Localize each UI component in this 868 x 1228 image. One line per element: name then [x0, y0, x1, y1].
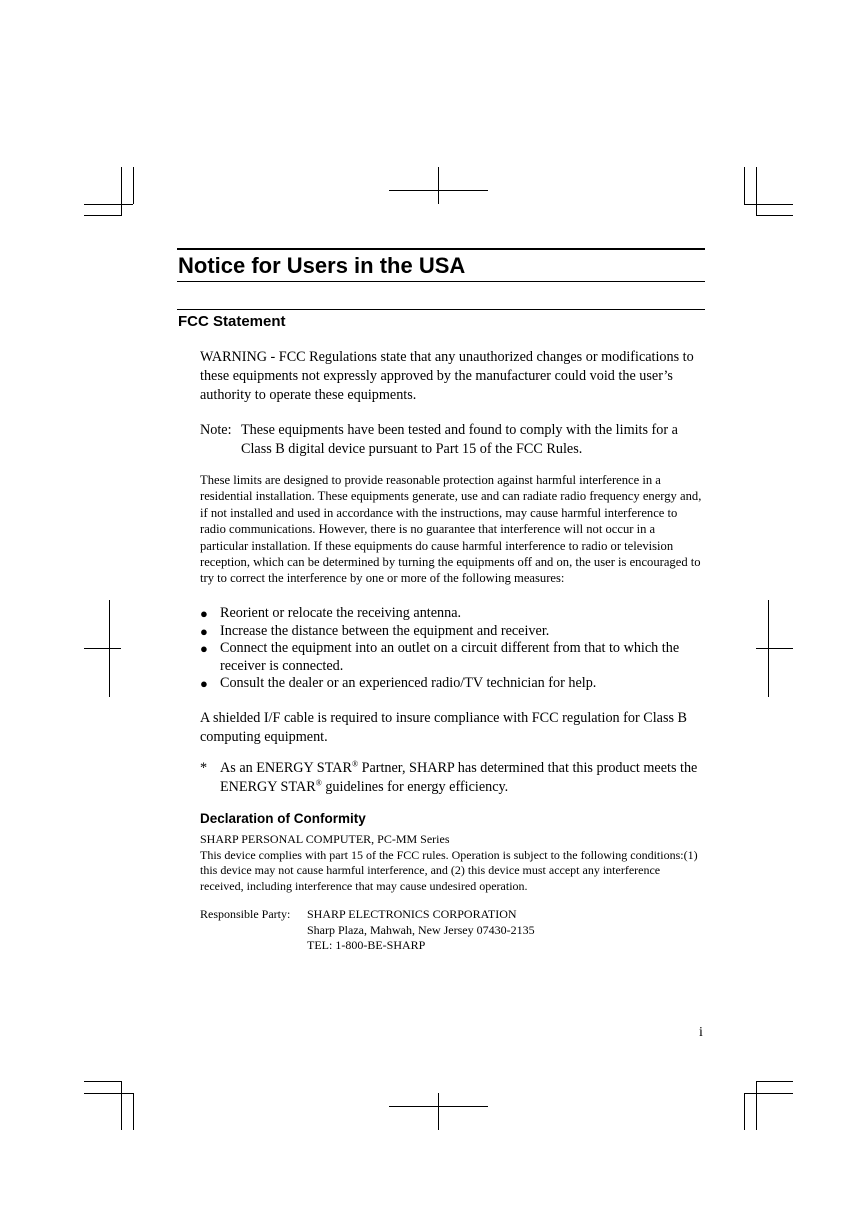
energy-star-paragraph: [200, 759, 705, 797]
warning-paragraph: WARNING - FCC Regulations state that any unauthorized changes or modifications to these equipments not expressly approved by the manufacturer could void the user’s authority to operate these equipments.: [200, 349, 694, 403]
energy-star-text-1: As an ENERGY STAR: [220, 760, 352, 776]
note-paragraph: [200, 421, 705, 459]
section-rule: [177, 309, 705, 310]
declaration-text: This device complies with part 15 of the FCC rules. Operation is subject to the following conditions:(1) this device may not cause harmful interference, and (2) this device must accept any interference received, including interference that may cause undesired operation.: [200, 847, 698, 893]
energy-star-text-2: Partner, SHARP has determined that this product meets the ENERGY STAR: [220, 760, 698, 795]
responsible-party: [200, 907, 705, 957]
party-label: Responsible Party:: [200, 907, 291, 921]
heading-top-rule: [177, 248, 705, 250]
declaration-product: SHARP PERSONAL COMPUTER, PC-MM Series: [200, 832, 450, 846]
measures-list: [200, 605, 705, 693]
heading-bottom-rule: [177, 281, 705, 282]
section-heading: FCC Statement: [178, 313, 286, 330]
list-item: ● Consult the dealer or an experienced radio/TV technician for help.: [200, 675, 705, 693]
party-name: SHARP ELECTRONICS CORPORATION: [307, 907, 517, 921]
registered-mark: ®: [315, 778, 322, 788]
page-title: Notice for Users in the USA: [178, 253, 466, 278]
limits-paragraph: These limits are designed to provide reasonable protection against harmful interference in a residential installation. These equipments generate, use and can radiate radio frequency energy and, if not installed and used in accordance with the instructions, may cause harmful interference to radio communications. However, there is no guarantee that interference will not occur in a particular installation. If these equipments do cause harmful interference to radio or television reception, which can be determined by turning the equipments off and on, the user is encouraged to try to correct the interference by one or more of the following measures:: [200, 473, 702, 586]
page-number: i: [699, 1025, 703, 1040]
party-tel: TEL: 1-800-BE-SHARP: [307, 938, 426, 952]
list-item: ● Increase the distance between the equipment and receiver.: [200, 623, 705, 641]
asterisk: *: [200, 760, 208, 776]
declaration-block: [200, 832, 705, 894]
note-text: These equipments have been tested and found to comply with the limits for a Class B digital device pursuant to Part 15 of the FCC Rules.: [241, 422, 678, 457]
party-address: Sharp Plaza, Mahwah, New Jersey 07430-2135: [307, 922, 535, 937]
registered-mark: ®: [351, 759, 359, 769]
list-item: ● Reorient or relocate the receiving antenna.: [200, 605, 705, 623]
note-label: Note:: [200, 422, 232, 438]
shielded-cable-paragraph: A shielded I/F cable is required to insure compliance with FCC regulation for Class B computing equipment.: [200, 710, 688, 745]
list-item: ● Connect the equipment into an outlet on a circuit different from that to which the receiver is connected.: [200, 640, 705, 675]
energy-star-text-3: guidelines for energy efficiency.: [321, 779, 509, 795]
declaration-heading: Declaration of Conformity: [200, 811, 366, 826]
